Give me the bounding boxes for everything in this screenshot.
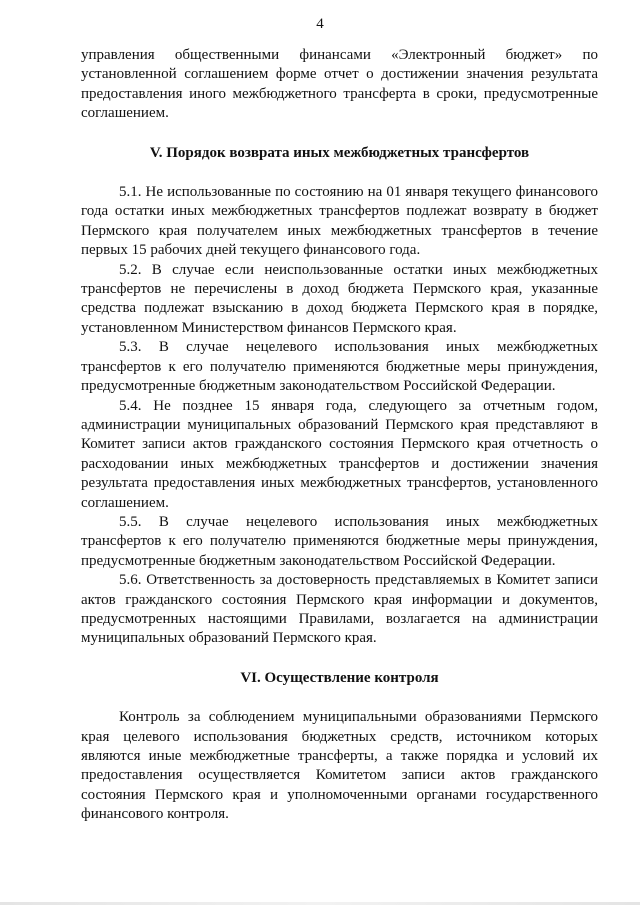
document-body	[81, 46, 598, 825]
page-number: 4	[316, 16, 324, 32]
paragraph-5-5: 5.5. В случае нецелевого использования иных межбюджетных трансфертов к его получателю применяются бюджетные меры принуждения, предусмотренные бюджетным законодательством Российской Федерации.	[81, 513, 598, 569]
paragraph-5-2: 5.2. В случае если неиспользованные остатки иных межбюджетных трансфертов не перечислены в доход бюджета Пермского края, указанные средства подлежат взысканию в доход бюджета Пермского края в порядке, установленном Министерством финансов Пермского края.	[81, 261, 598, 336]
paragraph-5-4: 5.4. Не позднее 15 января года, следующего за отчетным годом, администрации муниципальных образований Пермского края представляют в Комитет записи актов гражданского состояния Пермского края отчетность о расходовании иных межбюджетных трансфертов и достижении значения результата предоставления иных межбюджетных трансфертов, установленного соглашением.	[81, 397, 598, 511]
section-vi-heading: VI. Осуществление контроля	[240, 669, 439, 686]
paragraph-5-6: 5.6. Ответственность за достоверность представляемых в Комитет записи актов гражданского состояния Пермского края информации и документов, предусмотренных настоящими Правилами, возлагается на администрации муниципальных образований Пермского края.	[81, 572, 598, 647]
section-v-heading: V. Порядок возврата иных межбюджетных трансфертов	[149, 144, 530, 161]
paragraph-5-3: 5.3. В случае нецелевого использования иных межбюджетных трансфертов к его получателю применяются бюджетные меры принуждения, предусмотренные бюджетным законодательством Российской Федерации.	[81, 339, 598, 395]
intro-paragraph: управления общественными финансами «Электронный бюджет» по установленной соглашением форме отчет о достижении значения результата предоставления иного межбюджетного трансферта в сроки, предусмотренные соглашением.	[81, 47, 598, 122]
paragraph-control: Контроль за соблюдением муниципальными образованиями Пермского края целевого использования бюджетных средств, источником которых являются иные межбюджетные трансферты, а также порядка и условий их предоставления осуществляется Комитетом записи актов гражданского состояния Пермского края и уполномоченными органами государственного финансового контроля.	[81, 709, 598, 823]
paragraph-5-1: 5.1. Не использованные по состоянию на 01 января текущего финансового года остатки иных межбюджетных трансфертов подлежат возврату в бюджет Пермского края получателем иных межбюджетных трансфертов в течение первых 15 рабочих дней текущего финансового года.	[81, 184, 598, 259]
